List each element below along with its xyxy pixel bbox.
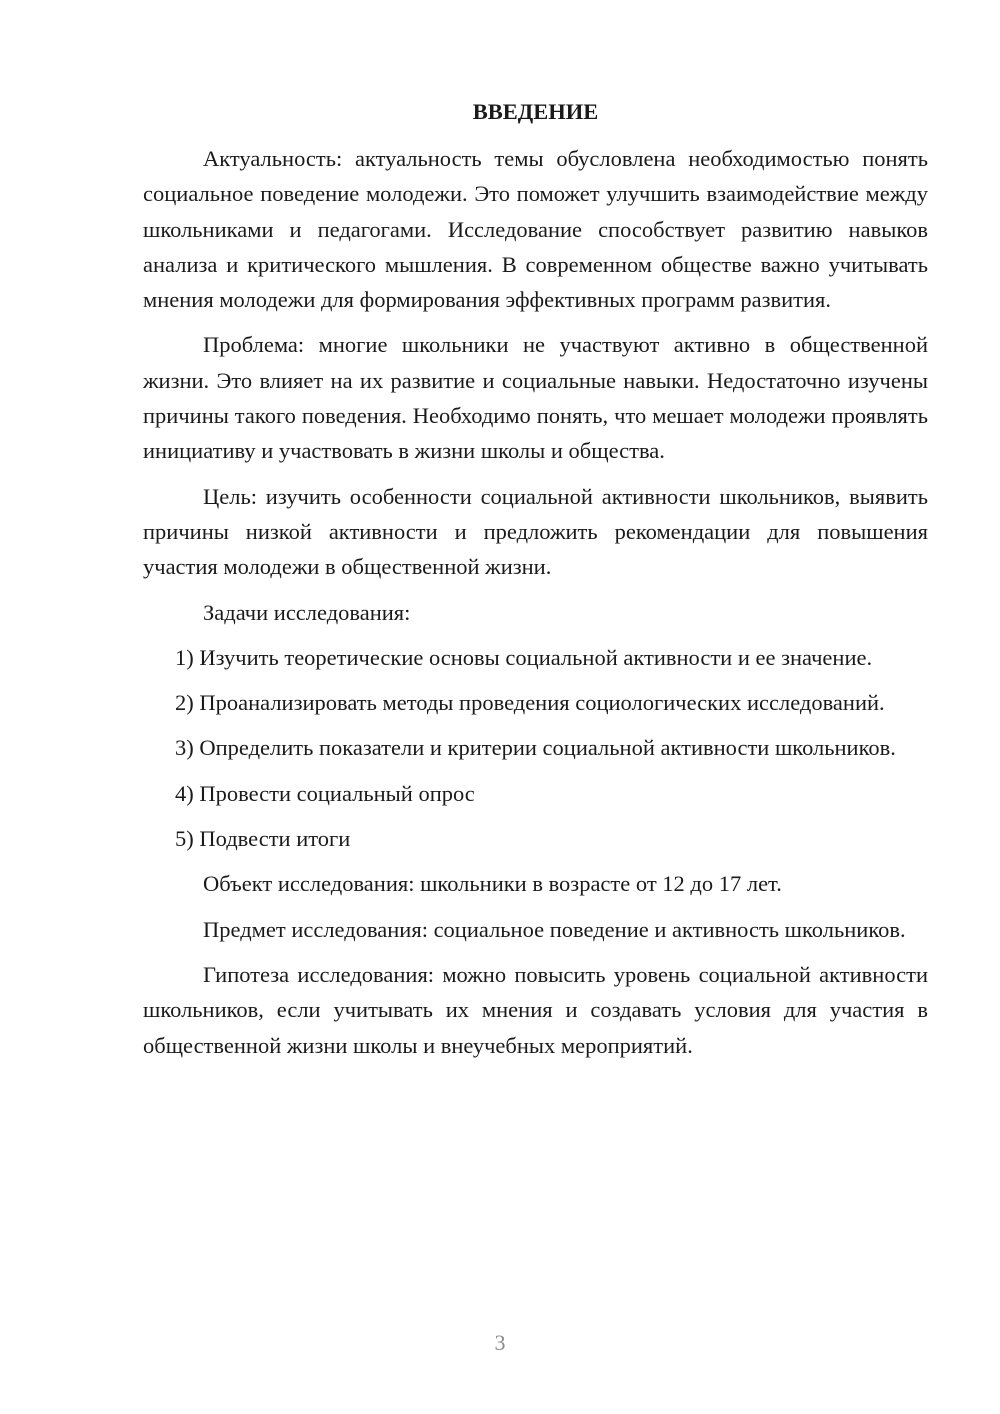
paragraph-goal: Цель: изучить особенности социальной активности школьников, выявить причины низкой активности и предложить рекомендации для повышения участия молодежи в общественной жизни.: [143, 483, 928, 580]
paragraph-problem: Проблема: многие школьники не участвуют активно в общественной жизни. Это влияет на их развитие и социальные навыки. Недостаточно изучены причины такого поведения. Необходимо понять, что мешает молодежи проявлять инициативу и участвовать в жизни школы и общества.: [143, 332, 928, 464]
page-content: [143, 94, 928, 1073]
paragraph-hypothesis: Гипотеза исследования: можно повысить уровень социальной активности школьников, если учитывать их мнения и создавать условия для участия в общественной жизни школы и внеучебных мероприятий.: [143, 961, 928, 1058]
section-heading: ВВЕДЕНИЕ: [472, 99, 599, 124]
task-item-5: 5) Подвести итоги: [175, 826, 351, 852]
task-item-2: 2) Проанализировать методы проведения социологических исследований.: [175, 690, 885, 716]
paragraph-object: Объект исследования: школьники в возрасте от 12 до 17 лет.: [203, 871, 782, 897]
task-item-4: 4) Провести социальный опрос: [175, 780, 475, 806]
page-number-text: 3: [494, 1330, 506, 1355]
page-number: [72, 1328, 1000, 1358]
task-item-1: 1) Изучить теоретические основы социальной активности и ее значение.: [175, 644, 873, 670]
task-item-3: 3) Определить показатели и критерии социальной активности школьников.: [175, 735, 896, 761]
paragraph-subject: Предмет исследования: социальное поведение и активность школьников.: [203, 916, 906, 942]
paragraph-relevance: Актуальность: актуальность темы обусловлена необходимостью понять социальное поведение молодежи. Это поможет улучшить взаимодействие между школьниками и педагогами. Исследование способствует развитию навыков анализа и критического мышления. В современном обществе важно учитывать мнения молодежи для формирования эффективных программ развития.: [143, 146, 928, 313]
paragraph-tasks-intro: Задачи исследования:: [203, 599, 411, 625]
